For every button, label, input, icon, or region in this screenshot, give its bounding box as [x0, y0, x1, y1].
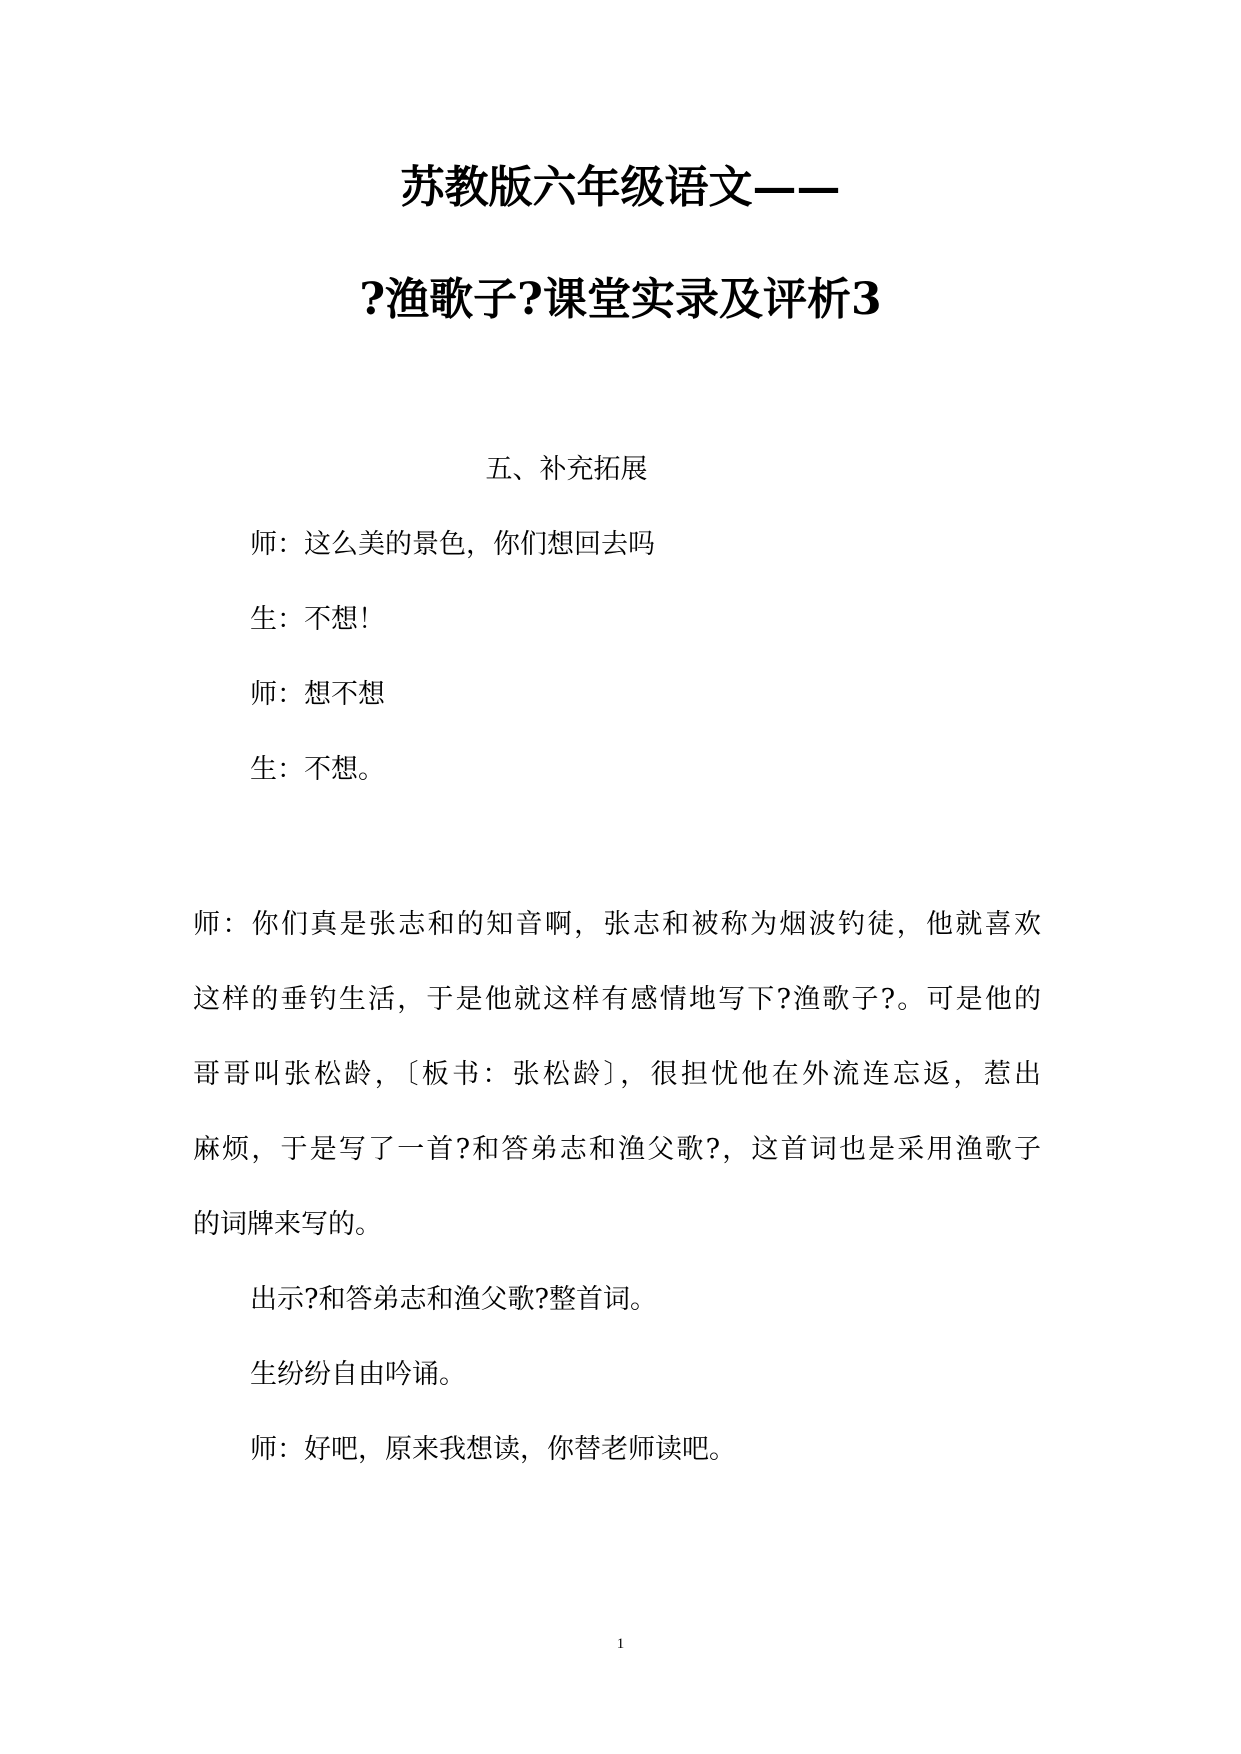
paragraph-line: 师：你们真是张志和的知音啊，张志和被称为烟波钓徒，他就喜欢: [193, 909, 1041, 940]
followup-line: 出示?和答弟志和渔父歌?整首词。: [250, 1284, 657, 1315]
dialogue-line: 生：不想。: [250, 754, 385, 785]
dialogue-line: 师：想不想: [250, 679, 385, 710]
paragraph-line: 哥哥叫张松龄，〔板书：张松龄〕，很担忧他在外流连忘返，惹出: [193, 1059, 1041, 1090]
section-heading: 五、补充拓展: [485, 454, 648, 485]
dialogue-line: 生：不想！: [250, 604, 385, 635]
paragraph-line: 的词牌来写的。: [193, 1209, 382, 1240]
paragraph-line: 这样的垂钓生活，于是他就这样有感情地写下?渔歌子?。可是他的: [193, 984, 1041, 1015]
document-title-line-2: ?渔歌子?课堂实录及评析3: [359, 274, 882, 325]
followup-line: 师：好吧，原来我想读，你替老师读吧。: [250, 1434, 736, 1465]
document-title-line-1: 苏教版六年级语文——: [400, 162, 841, 213]
page-number: 1: [616, 1636, 625, 1652]
paragraph-line: 麻烦，于是写了一首?和答弟志和渔父歌?，这首词也是采用渔歌子: [193, 1134, 1041, 1165]
followup-line: 生纷纷自由吟诵。: [250, 1359, 466, 1390]
dialogue-line: 师：这么美的景色，你们想回去吗: [250, 529, 655, 560]
